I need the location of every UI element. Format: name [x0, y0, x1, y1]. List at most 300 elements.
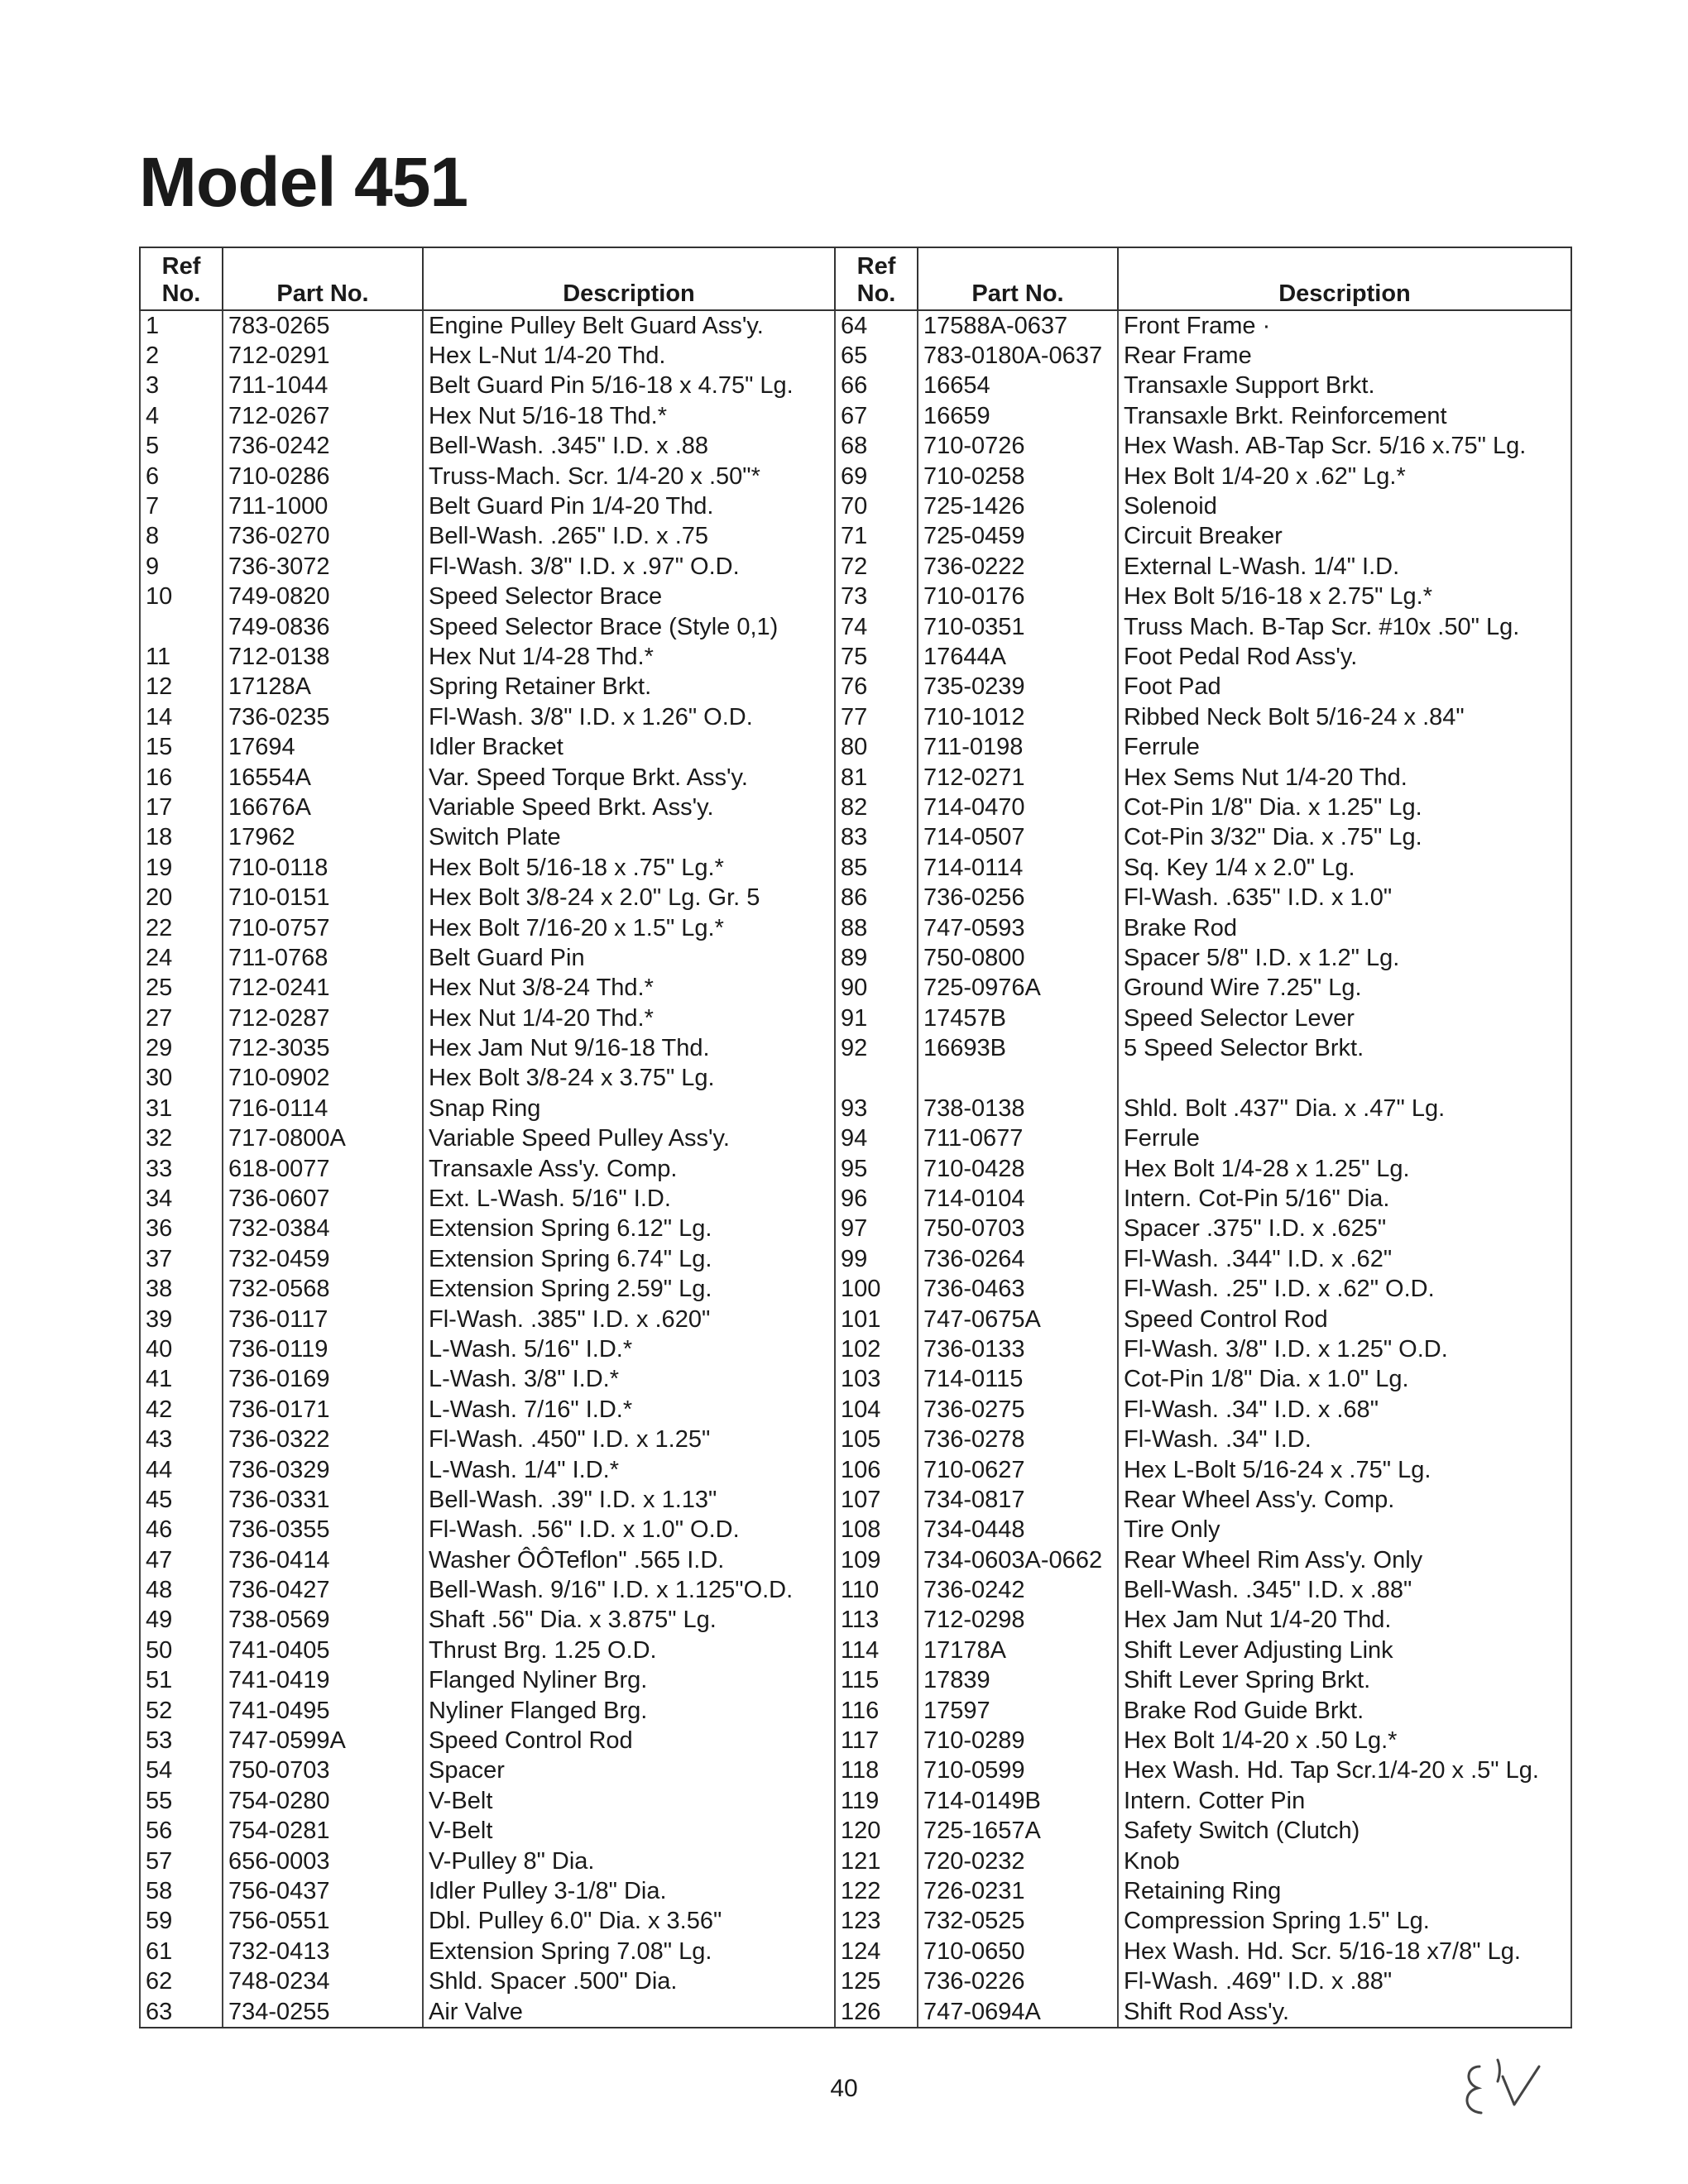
table-row [140, 1275, 1571, 1305]
right-description-cell: Intern. Cotter Pin [1118, 1786, 1571, 1816]
right-ref-no-cell: 83 [835, 823, 918, 853]
left-part-no-cell: 711-1000 [223, 491, 423, 521]
left-part-no-cell: 754-0281 [223, 1817, 423, 1846]
table-row [140, 582, 1571, 612]
right-part-no-cell: 710-1012 [918, 702, 1118, 732]
right-part-no-cell: 17457B [918, 1003, 1118, 1033]
table-row [140, 552, 1571, 582]
left-ref-no-cell: 50 [140, 1636, 223, 1665]
left-part-no-cell: 732-0459 [223, 1244, 423, 1274]
left-part-no-cell: 736-0235 [223, 702, 423, 732]
table-row [140, 853, 1571, 883]
right-description-cell: Rear Wheel Rim Ass'y. Only [1118, 1545, 1571, 1575]
right-description-cell: Hex Jam Nut 1/4-20 Thd. [1118, 1606, 1571, 1636]
right-part-no-cell: 735-0239 [918, 673, 1118, 702]
right-ref-no-cell: 71 [835, 522, 918, 552]
left-description-cell: Hex Bolt 3/8-24 x 3.75" Lg. [423, 1064, 835, 1094]
left-ref-no-cell: 29 [140, 1033, 223, 1063]
right-ref-no-cell: 118 [835, 1756, 918, 1786]
left-ref-no-cell: 41 [140, 1365, 223, 1395]
left-ref-no-cell: 4 [140, 401, 223, 431]
right-part-no-cell: 714-0104 [918, 1184, 1118, 1214]
parts-table [139, 247, 1572, 2028]
left-ref-no-cell: 24 [140, 943, 223, 973]
left-description-cell: Speed Selector Brace (Style 0,1) [423, 612, 835, 642]
right-description-cell: Shld. Bolt .437" Dia. x .47" Lg. [1118, 1094, 1571, 1123]
left-description-cell: Bell-Wash. 9/16" I.D. x 1.125"O.D. [423, 1575, 835, 1605]
left-ref-no-cell: 55 [140, 1786, 223, 1816]
left-description-cell: Spacer [423, 1756, 835, 1786]
left-part-no-cell: 736-0427 [223, 1575, 423, 1605]
right-part-no-cell: 732-0525 [918, 1907, 1118, 1937]
left-description-cell: Fl-Wash. 3/8" I.D. x 1.26" O.D. [423, 702, 835, 732]
left-part-no-cell: 736-0171 [223, 1395, 423, 1425]
table-row [140, 371, 1571, 401]
table-row [140, 673, 1571, 702]
table-row [140, 1003, 1571, 1033]
table-row [140, 341, 1571, 371]
header-part-right: Part No. [918, 247, 1118, 310]
left-part-no-cell: 710-0118 [223, 853, 423, 883]
right-description-cell: Fl-Wash. .34" I.D. x .68" [1118, 1395, 1571, 1425]
left-ref-no-cell: 8 [140, 522, 223, 552]
left-description-cell: Belt Guard Pin 5/16-18 x 4.75" Lg. [423, 371, 835, 401]
right-ref-no-cell: 95 [835, 1154, 918, 1184]
left-description-cell: L-Wash. 5/16" I.D.* [423, 1334, 835, 1364]
table-row [140, 1455, 1571, 1485]
left-ref-no-cell: 57 [140, 1846, 223, 1876]
table-row [140, 1545, 1571, 1575]
table-row [140, 612, 1571, 642]
right-ref-no-cell: 89 [835, 943, 918, 973]
handwritten-mark-icon [1456, 2052, 1556, 2143]
left-part-no-cell: 16676A [223, 793, 423, 822]
left-part-no-cell: 736-0169 [223, 1365, 423, 1395]
left-part-no-cell: 736-0414 [223, 1545, 423, 1575]
table-row [140, 763, 1571, 793]
left-ref-no-cell: 18 [140, 823, 223, 853]
left-ref-no-cell: 51 [140, 1666, 223, 1696]
right-ref-no-cell: 72 [835, 552, 918, 582]
right-part-no-cell: 736-0133 [918, 1334, 1118, 1364]
right-ref-no-cell: 106 [835, 1455, 918, 1485]
left-part-no-cell: 618-0077 [223, 1154, 423, 1184]
right-description-cell: Ground Wire 7.25" Lg. [1118, 974, 1571, 1003]
right-description-cell: Intern. Cot-Pin 5/16" Dia. [1118, 1184, 1571, 1214]
left-ref-no-cell: 45 [140, 1485, 223, 1515]
left-ref-no-cell: 12 [140, 673, 223, 702]
left-part-no-cell: 732-0568 [223, 1275, 423, 1305]
left-part-no-cell: 717-0800A [223, 1124, 423, 1154]
table-row [140, 732, 1571, 762]
left-part-no-cell: 738-0569 [223, 1606, 423, 1636]
left-ref-no-cell: 58 [140, 1876, 223, 1906]
left-part-no-cell: 712-0241 [223, 974, 423, 1003]
right-ref-no-cell: 65 [835, 341, 918, 371]
left-part-no-cell: 741-0495 [223, 1696, 423, 1726]
table-row [140, 1094, 1571, 1123]
left-description-cell: L-Wash. 7/16" I.D.* [423, 1395, 835, 1425]
right-description-cell: Ribbed Neck Bolt 5/16-24 x .84" [1118, 702, 1571, 732]
left-description-cell: Engine Pulley Belt Guard Ass'y. [423, 310, 835, 341]
left-part-no-cell: 734-0255 [223, 1997, 423, 2028]
left-ref-no-cell: 15 [140, 732, 223, 762]
table-row [140, 1395, 1571, 1425]
left-part-no-cell: 756-0437 [223, 1876, 423, 1906]
right-ref-no-cell: 107 [835, 1485, 918, 1515]
right-description-cell: Solenoid [1118, 491, 1571, 521]
left-description-cell: Hex Bolt 7/16-20 x 1.5" Lg.* [423, 913, 835, 943]
table-row [140, 1485, 1571, 1515]
left-ref-no-cell: 14 [140, 702, 223, 732]
right-part-no-cell: 710-0351 [918, 612, 1118, 642]
left-ref-no-cell: 39 [140, 1305, 223, 1334]
left-description-cell: Hex L-Nut 1/4-20 Thd. [423, 341, 835, 371]
right-ref-no-cell: 70 [835, 491, 918, 521]
right-description-cell: Foot Pad [1118, 673, 1571, 702]
left-description-cell: L-Wash. 3/8" I.D.* [423, 1365, 835, 1395]
left-part-no-cell: 710-0902 [223, 1064, 423, 1094]
left-part-no-cell: 741-0405 [223, 1636, 423, 1665]
table-row [140, 1756, 1571, 1786]
right-part-no-cell: 738-0138 [918, 1094, 1118, 1123]
left-ref-no-cell: 61 [140, 1937, 223, 1966]
right-ref-no-cell: 96 [835, 1184, 918, 1214]
right-part-no-cell: 714-0115 [918, 1365, 1118, 1395]
left-ref-no-cell: 40 [140, 1334, 223, 1364]
left-part-no-cell: 736-0270 [223, 522, 423, 552]
right-ref-no-cell: 116 [835, 1696, 918, 1726]
left-ref-no-cell: 3 [140, 371, 223, 401]
left-ref-no-cell: 54 [140, 1756, 223, 1786]
right-part-no-cell: 16654 [918, 371, 1118, 401]
left-description-cell: Thrust Brg. 1.25 O.D. [423, 1636, 835, 1665]
right-description-cell: Hex Sems Nut 1/4-20 Thd. [1118, 763, 1571, 793]
table-row [140, 1244, 1571, 1274]
right-description-cell: Foot Pedal Rod Ass'y. [1118, 642, 1571, 672]
left-ref-no-cell: 6 [140, 462, 223, 491]
left-description-cell: Hex Nut 3/8-24 Thd.* [423, 974, 835, 1003]
left-description-cell: Ext. L-Wash. 5/16" I.D. [423, 1184, 835, 1214]
left-description-cell: Extension Spring 7.08" Lg. [423, 1937, 835, 1966]
right-description-cell: Spacer .375" I.D. x .625" [1118, 1214, 1571, 1244]
right-ref-no-cell: 66 [835, 371, 918, 401]
left-ref-no-cell: 42 [140, 1395, 223, 1425]
right-description-cell: Truss Mach. B-Tap Scr. #10x .50" Lg. [1118, 612, 1571, 642]
left-description-cell: Transaxle Ass'y. Comp. [423, 1154, 835, 1184]
table-row [140, 432, 1571, 462]
right-part-no-cell: 712-0271 [918, 763, 1118, 793]
right-ref-no-cell: 117 [835, 1726, 918, 1755]
right-ref-no-cell: 64 [835, 310, 918, 341]
right-ref-no-cell: 119 [835, 1786, 918, 1816]
left-description-cell: Idler Pulley 3-1/8" Dia. [423, 1876, 835, 1906]
left-description-cell: L-Wash. 1/4" I.D.* [423, 1455, 835, 1485]
left-ref-no-cell: 31 [140, 1094, 223, 1123]
left-ref-no-cell: 56 [140, 1817, 223, 1846]
left-part-no-cell: 711-1044 [223, 371, 423, 401]
right-part-no-cell: 714-0114 [918, 853, 1118, 883]
left-description-cell: Bell-Wash. .345" I.D. x .88 [423, 432, 835, 462]
table-row [140, 1636, 1571, 1665]
right-ref-no-cell: 104 [835, 1395, 918, 1425]
right-description-cell: External L-Wash. 1/4" I.D. [1118, 552, 1571, 582]
right-part-no-cell: 734-0448 [918, 1516, 1118, 1545]
right-ref-no-cell: 124 [835, 1937, 918, 1966]
left-part-no-cell: 17128A [223, 673, 423, 702]
left-description-cell: Fl-Wash. .385" I.D. x .620" [423, 1305, 835, 1334]
right-ref-no-cell: 126 [835, 1997, 918, 2028]
right-part-no-cell [918, 1064, 1118, 1094]
right-description-cell: Shift Lever Adjusting Link [1118, 1636, 1571, 1665]
left-part-no-cell: 736-0119 [223, 1334, 423, 1364]
right-ref-no-cell: 77 [835, 702, 918, 732]
right-description-cell: Hex Wash. Hd. Scr. 5/16-18 x7/8" Lg. [1118, 1937, 1571, 1966]
header-ref-right: Ref No. [835, 247, 918, 310]
left-description-cell: Extension Spring 6.74" Lg. [423, 1244, 835, 1274]
table-row [140, 823, 1571, 853]
right-description-cell: Transaxle Brkt. Reinforcement [1118, 401, 1571, 431]
right-ref-no-cell: 86 [835, 883, 918, 912]
right-ref-no-cell: 97 [835, 1214, 918, 1244]
table-row [140, 1726, 1571, 1755]
left-description-cell: Flanged Nyliner Brg. [423, 1666, 835, 1696]
left-description-cell: Idler Bracket [423, 732, 835, 762]
right-part-no-cell: 725-0976A [918, 974, 1118, 1003]
right-ref-no-cell: 81 [835, 763, 918, 793]
right-ref-no-cell: 123 [835, 1907, 918, 1937]
left-description-cell: Hex Bolt 3/8-24 x 2.0" Lg. Gr. 5 [423, 883, 835, 912]
table-row [140, 1575, 1571, 1605]
left-ref-no-cell: 37 [140, 1244, 223, 1274]
table-row [140, 943, 1571, 973]
right-ref-no-cell: 91 [835, 1003, 918, 1033]
right-description-cell: Cot-Pin 1/8" Dia. x 1.25" Lg. [1118, 793, 1571, 822]
right-description-cell: Brake Rod [1118, 913, 1571, 943]
table-row [140, 1876, 1571, 1906]
right-ref-no-cell: 75 [835, 642, 918, 672]
right-ref-no-cell: 74 [835, 612, 918, 642]
left-ref-no-cell: 30 [140, 1064, 223, 1094]
right-description-cell: Knob [1118, 1846, 1571, 1876]
left-ref-no-cell: 63 [140, 1997, 223, 2028]
right-ref-no-cell: 109 [835, 1545, 918, 1575]
left-part-no-cell: 716-0114 [223, 1094, 423, 1123]
table-row [140, 1937, 1571, 1966]
right-part-no-cell: 750-0703 [918, 1214, 1118, 1244]
right-part-no-cell: 734-0603A-0662 [918, 1545, 1118, 1575]
right-description-cell: Speed Selector Lever [1118, 1003, 1571, 1033]
right-part-no-cell: 736-0226 [918, 1966, 1118, 1996]
right-description-cell: Hex Bolt 1/4-20 x .50 Lg.* [1118, 1726, 1571, 1755]
table-row [140, 1425, 1571, 1454]
table-row [140, 401, 1571, 431]
left-part-no-cell: 754-0280 [223, 1786, 423, 1816]
right-description-cell: Compression Spring 1.5" Lg. [1118, 1907, 1571, 1937]
left-description-cell: Hex Jam Nut 9/16-18 Thd. [423, 1033, 835, 1063]
left-part-no-cell: 783-0265 [223, 310, 423, 341]
left-description-cell: Belt Guard Pin 1/4-20 Thd. [423, 491, 835, 521]
left-ref-no-cell: 47 [140, 1545, 223, 1575]
table-row [140, 1516, 1571, 1545]
left-part-no-cell: 736-0329 [223, 1455, 423, 1485]
left-ref-no-cell: 43 [140, 1425, 223, 1454]
left-ref-no-cell: 36 [140, 1214, 223, 1244]
right-ref-no-cell: 69 [835, 462, 918, 491]
right-part-no-cell: 734-0817 [918, 1485, 1118, 1515]
left-ref-no-cell: 7 [140, 491, 223, 521]
right-description-cell: Transaxle Support Brkt. [1118, 371, 1571, 401]
table-row [140, 310, 1571, 341]
right-ref-no-cell: 105 [835, 1425, 918, 1454]
right-description-cell: Fl-Wash. 3/8" I.D. x 1.25" O.D. [1118, 1334, 1571, 1364]
left-description-cell: Nyliner Flanged Brg. [423, 1696, 835, 1726]
table-row [140, 1966, 1571, 1996]
left-ref-no-cell: 1 [140, 310, 223, 341]
left-part-no-cell: 17694 [223, 732, 423, 762]
table-row [140, 1214, 1571, 1244]
right-ref-no-cell: 125 [835, 1966, 918, 1996]
right-description-cell: Shift Lever Spring Brkt. [1118, 1666, 1571, 1696]
left-ref-no-cell: 25 [140, 974, 223, 1003]
left-description-cell: Variable Speed Pulley Ass'y. [423, 1124, 835, 1154]
right-part-no-cell: 16693B [918, 1033, 1118, 1063]
right-ref-no-cell: 108 [835, 1516, 918, 1545]
left-description-cell: Snap Ring [423, 1094, 835, 1123]
left-ref-no-cell: 59 [140, 1907, 223, 1937]
left-description-cell: Belt Guard Pin [423, 943, 835, 973]
right-part-no-cell: 726-0231 [918, 1876, 1118, 1906]
left-description-cell: Bell-Wash. .39" I.D. x 1.13" [423, 1485, 835, 1515]
left-part-no-cell: 710-0151 [223, 883, 423, 912]
right-ref-no-cell: 94 [835, 1124, 918, 1154]
table-row [140, 491, 1571, 521]
left-description-cell: Speed Control Rod [423, 1726, 835, 1755]
table-row [140, 974, 1571, 1003]
left-description-cell: Bell-Wash. .265" I.D. x .75 [423, 522, 835, 552]
right-part-no-cell: 712-0298 [918, 1606, 1118, 1636]
left-ref-no-cell: 17 [140, 793, 223, 822]
table-row [140, 1064, 1571, 1094]
left-part-no-cell: 749-0836 [223, 612, 423, 642]
right-part-no-cell: 711-0198 [918, 732, 1118, 762]
table-row [140, 1033, 1571, 1063]
right-ref-no-cell: 85 [835, 853, 918, 883]
left-part-no-cell: 749-0820 [223, 582, 423, 612]
right-description-cell: Shift Rod Ass'y. [1118, 1997, 1571, 2028]
left-part-no-cell: 741-0419 [223, 1666, 423, 1696]
left-part-no-cell: 736-0242 [223, 432, 423, 462]
right-ref-no-cell: 121 [835, 1846, 918, 1876]
right-part-no-cell: 747-0675A [918, 1305, 1118, 1334]
table-row [140, 1154, 1571, 1184]
left-part-no-cell: 736-0607 [223, 1184, 423, 1214]
right-description-cell: Spacer 5/8" I.D. x 1.2" Lg. [1118, 943, 1571, 973]
left-ref-no-cell: 32 [140, 1124, 223, 1154]
right-part-no-cell: 710-0176 [918, 582, 1118, 612]
left-ref-no-cell: 5 [140, 432, 223, 462]
left-ref-no-cell: 2 [140, 341, 223, 371]
right-description-cell: Ferrule [1118, 732, 1571, 762]
right-description-cell: 5 Speed Selector Brkt. [1118, 1033, 1571, 1063]
left-description-cell: Air Valve [423, 1997, 835, 2028]
right-part-no-cell: 16659 [918, 401, 1118, 431]
right-description-cell: Fl-Wash. .469" I.D. x .88" [1118, 1966, 1571, 1996]
left-part-no-cell: 711-0768 [223, 943, 423, 973]
table-row [140, 1696, 1571, 1726]
table-row [140, 1365, 1571, 1395]
left-ref-no-cell: 11 [140, 642, 223, 672]
right-ref-no-cell [835, 1064, 918, 1094]
left-description-cell: Speed Selector Brace [423, 582, 835, 612]
right-part-no-cell: 736-0264 [918, 1244, 1118, 1274]
left-ref-no-cell: 33 [140, 1154, 223, 1184]
left-description-cell: Fl-Wash. .450" I.D. x 1.25" [423, 1425, 835, 1454]
right-description-cell [1118, 1064, 1571, 1094]
right-ref-no-cell: 88 [835, 913, 918, 943]
left-description-cell: Extension Spring 6.12" Lg. [423, 1214, 835, 1244]
right-part-no-cell: 711-0677 [918, 1124, 1118, 1154]
right-description-cell: Hex Bolt 1/4-20 x .62" Lg.* [1118, 462, 1571, 491]
right-part-no-cell: 710-0726 [918, 432, 1118, 462]
right-description-cell: Safety Switch (Clutch) [1118, 1817, 1571, 1846]
table-row [140, 1666, 1571, 1696]
right-ref-no-cell: 101 [835, 1305, 918, 1334]
right-part-no-cell: 17178A [918, 1636, 1118, 1665]
right-ref-no-cell: 76 [835, 673, 918, 702]
right-description-cell: Cot-Pin 1/8" Dia. x 1.0" Lg. [1118, 1365, 1571, 1395]
right-part-no-cell: 720-0232 [918, 1846, 1118, 1876]
right-part-no-cell: 17597 [918, 1696, 1118, 1726]
page-number: 40 [830, 2075, 858, 2102]
right-part-no-cell: 714-0470 [918, 793, 1118, 822]
left-part-no-cell: 712-0287 [223, 1003, 423, 1033]
right-part-no-cell: 17588A-0637 [918, 310, 1118, 341]
left-part-no-cell: 736-0331 [223, 1485, 423, 1515]
left-description-cell: Shld. Spacer .500" Dia. [423, 1966, 835, 1996]
right-part-no-cell: 714-0149B [918, 1786, 1118, 1816]
left-ref-no-cell [140, 612, 223, 642]
left-ref-no-cell: 27 [140, 1003, 223, 1033]
right-ref-no-cell: 92 [835, 1033, 918, 1063]
right-ref-no-cell: 102 [835, 1334, 918, 1364]
table-row [140, 1606, 1571, 1636]
right-part-no-cell: 725-1657A [918, 1817, 1118, 1846]
left-part-no-cell: 712-3035 [223, 1033, 423, 1063]
right-part-no-cell: 736-0222 [918, 552, 1118, 582]
right-description-cell: Rear Frame [1118, 341, 1571, 371]
left-description-cell: V-Belt [423, 1817, 835, 1846]
right-part-no-cell: 736-0278 [918, 1425, 1118, 1454]
right-part-no-cell: 750-0800 [918, 943, 1118, 973]
right-ref-no-cell: 110 [835, 1575, 918, 1605]
right-description-cell: Fl-Wash. .344" I.D. x .62" [1118, 1244, 1571, 1274]
right-ref-no-cell: 90 [835, 974, 918, 1003]
right-description-cell: Front Frame · [1118, 310, 1571, 341]
table-row [140, 1997, 1571, 2028]
left-description-cell: Extension Spring 2.59" Lg. [423, 1275, 835, 1305]
right-description-cell: Fl-Wash. .25" I.D. x .62" O.D. [1118, 1275, 1571, 1305]
table-row [140, 1786, 1571, 1816]
table-row [140, 642, 1571, 672]
right-part-no-cell: 736-0275 [918, 1395, 1118, 1425]
right-part-no-cell: 736-0256 [918, 883, 1118, 912]
right-description-cell: Ferrule [1118, 1124, 1571, 1154]
left-description-cell: Truss-Mach. Scr. 1/4-20 x .50"* [423, 462, 835, 491]
table-row [140, 1184, 1571, 1214]
right-part-no-cell: 17644A [918, 642, 1118, 672]
table-row [140, 793, 1571, 822]
